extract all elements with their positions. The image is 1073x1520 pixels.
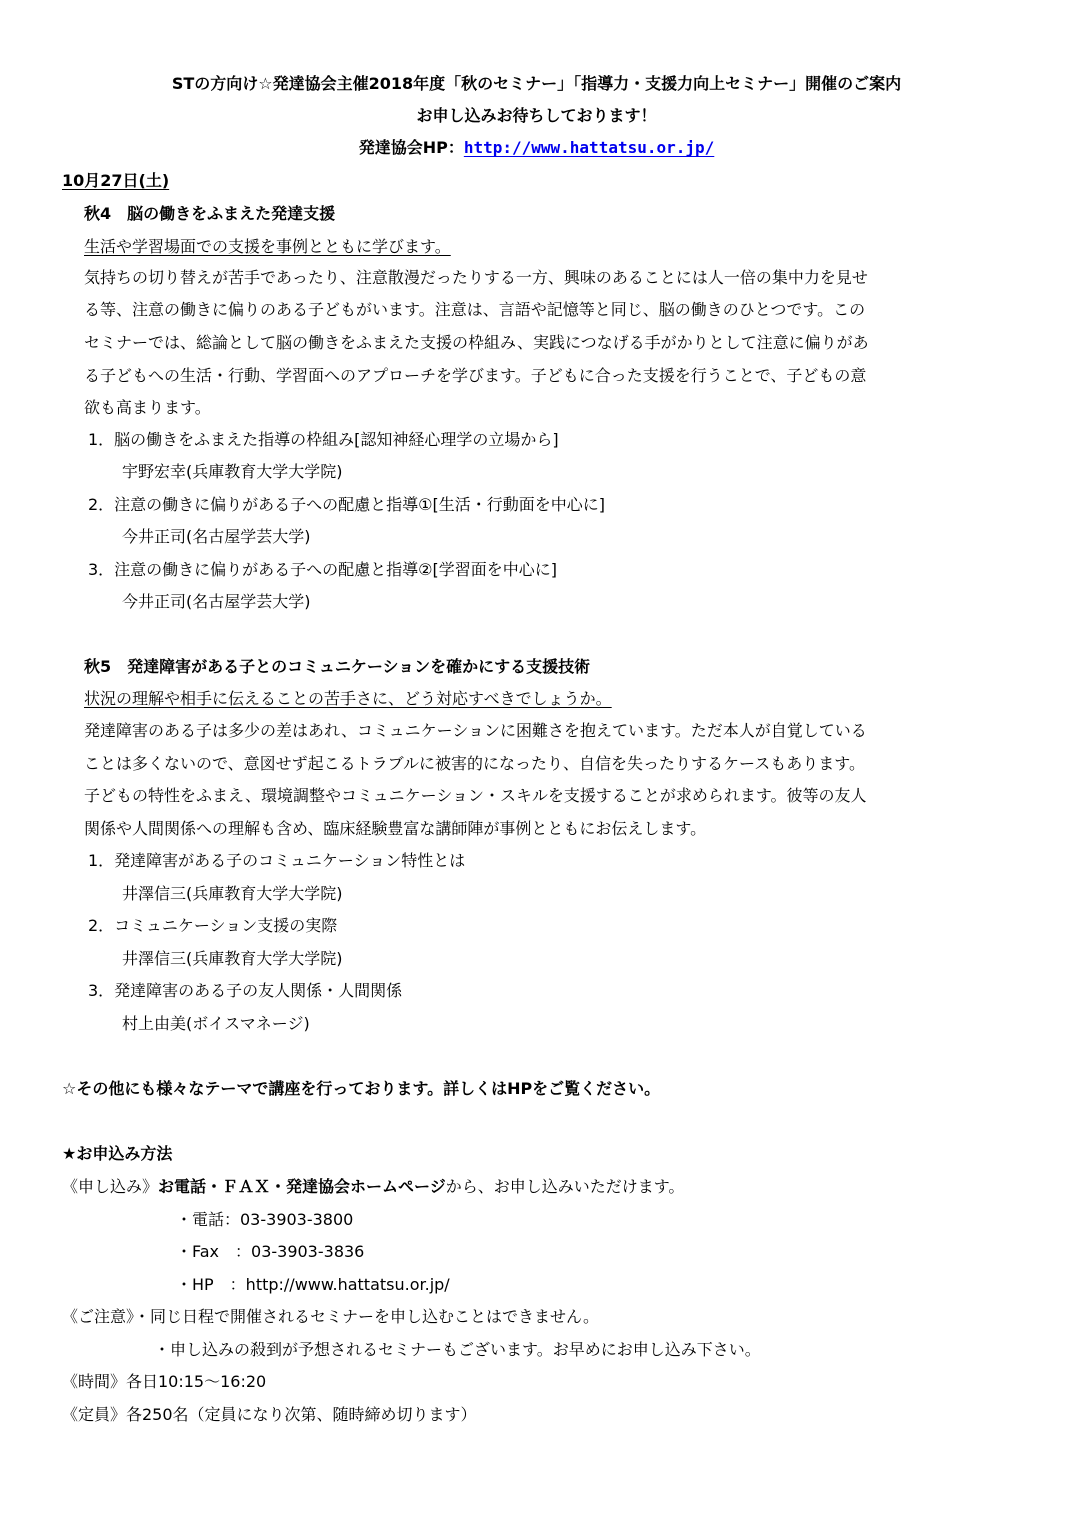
seminar5-desc-line: 関係や人間関係への理解も含め、臨床経験豊富な講師陣が事例とともにお伝えします。 — [84, 819, 707, 838]
seminar5-topic-1: 1．発達障害がある子のコミュニケーション特性とは — [88, 851, 466, 870]
homepage-link[interactable]: http://www.hattatsu.or.jp/ — [463, 138, 715, 157]
methods-rest: から、お申し込みいただけます。 — [445, 1177, 685, 1196]
methods-bold: お電話・ＦＡＸ・発達協会ホームページ — [158, 1177, 446, 1196]
contact-tel: ・電話：03-3903-3800 — [176, 1210, 354, 1229]
caution-2: ・申し込みの殺到が予想されるセミナーもございます。お早めにお申し込み下さい。 — [154, 1340, 761, 1359]
seminar4-desc-line: る子どもへの生活・行動、学習面へのアプローチを学びます。子どもに合った支援を行うことで、子どもの意 — [84, 366, 867, 385]
seminar5-lecturer-1: 井澤信三(兵庫教育大学大学院) — [122, 884, 343, 903]
seminar4-topic-1: 1．脳の働きをふまえた指導の枠組み[認知神経心理学の立場から] — [88, 430, 559, 449]
seminar4-title: 秋4 脳の働きをふまえた発達支援 — [84, 204, 336, 223]
seminar4-lecturer-2: 今井正司(名古屋学芸大学) — [122, 527, 311, 546]
seminar5-title: 秋5 発達障害がある子とのコミュニケーションを確かにする支援技術 — [84, 657, 591, 676]
contact-hp: ・HP ：http://www.hattatsu.or.jp/ — [176, 1275, 450, 1294]
seminar4-desc-line: 欲も高まります。 — [84, 398, 211, 417]
seminar5-lecturer-3: 村上由美(ボイスマネージ) — [122, 1014, 310, 1033]
seminar4-lecturer-3: 今井正司(名古屋学芸大学) — [122, 592, 311, 611]
seminar-date: 10月27日(土) — [62, 171, 170, 190]
seminar5-lecturer-2: 井澤信三(兵庫教育大学大学院) — [122, 949, 343, 968]
seminar5-subtitle: 状況の理解や相手に伝えることの苦手さに、どう対応すべきでしょうか。 — [84, 689, 612, 708]
other-seminars-note: ☆その他にも様々なテーマで講座を行っております。詳しくはHPをご覧ください。 — [62, 1079, 661, 1098]
methods-label: 《申し込み》 — [62, 1177, 159, 1196]
application-heading: ★お申込み方法 — [62, 1144, 173, 1163]
homepage-label: 発達協会HP： — [358, 138, 464, 157]
contact-fax: ・Fax ：03-3903-3836 — [176, 1242, 365, 1261]
seminar-time: 《時間》各日10:15～16:20 — [62, 1372, 267, 1391]
seminar5-desc-line: 発達障害のある子は多少の差はあれ、コミュニケーションに困難さを抱えています。ただ本人が自覚している — [84, 721, 867, 740]
seminar4-desc-line: 気持ちの切り替えが苦手であったり、注意散漫だったりする一方、興味のあることには人一倍の集中力を見せ — [84, 268, 868, 287]
seminar4-desc-line: セミナーでは、総論として脳の働きをふまえた支援の枠組み、実践につなげる手がかりとして注意に偏りがあ — [84, 333, 869, 352]
seminar4-topic-2: 2．注意の働きに偏りがある子への配慮と指導①[生活・行動面を中心に] — [88, 495, 606, 514]
page-title: STの方向け☆発達協会主催2018年度「秋のセミナー」「指導力・支援力向上セミナー」開催のご案内 — [171, 74, 902, 93]
seminar-capacity: 《定員》各250名（定員になり次第、随時締め切ります） — [62, 1405, 477, 1424]
page-subtitle: お申し込みお待ちしております！ — [416, 106, 657, 125]
application-methods — [62, 1177, 684, 1197]
seminar5-desc-line: 子どもの特性をふまえ、環境調整やコミュニケーション・スキルを支援することが求められます。彼等の友人 — [84, 786, 867, 805]
seminar4-subtitle: 生活や学習場面での支援を事例とともに学びます。 — [84, 237, 451, 256]
seminar5-topic-3: 3．発達障害のある子の友人関係・人間関係 — [88, 981, 403, 1000]
seminar5-desc-line: ことは多くないので、意図せず起こるトラブルに被害的になったり、自信を失ったりするケースもあります。 — [84, 754, 865, 773]
caution-1: 《ご注意》・同じ日程で開催されるセミナーを申し込むことはできません。 — [62, 1307, 599, 1326]
homepage-line — [0, 138, 1073, 158]
seminar4-lecturer-1: 宇野宏幸(兵庫教育大学大学院) — [122, 462, 343, 481]
seminar4-topic-3: 3．注意の働きに偏りがある子への配慮と指導②[学習面を中心に] — [88, 560, 558, 579]
seminar4-desc-line: る等、注意の働きに偏りのある子どもがいます。注意は、言語や記憶等と同じ、脳の働きのひとつです。この — [84, 300, 866, 319]
seminar5-topic-2: 2．コミュニケーション支援の実際 — [88, 916, 338, 935]
